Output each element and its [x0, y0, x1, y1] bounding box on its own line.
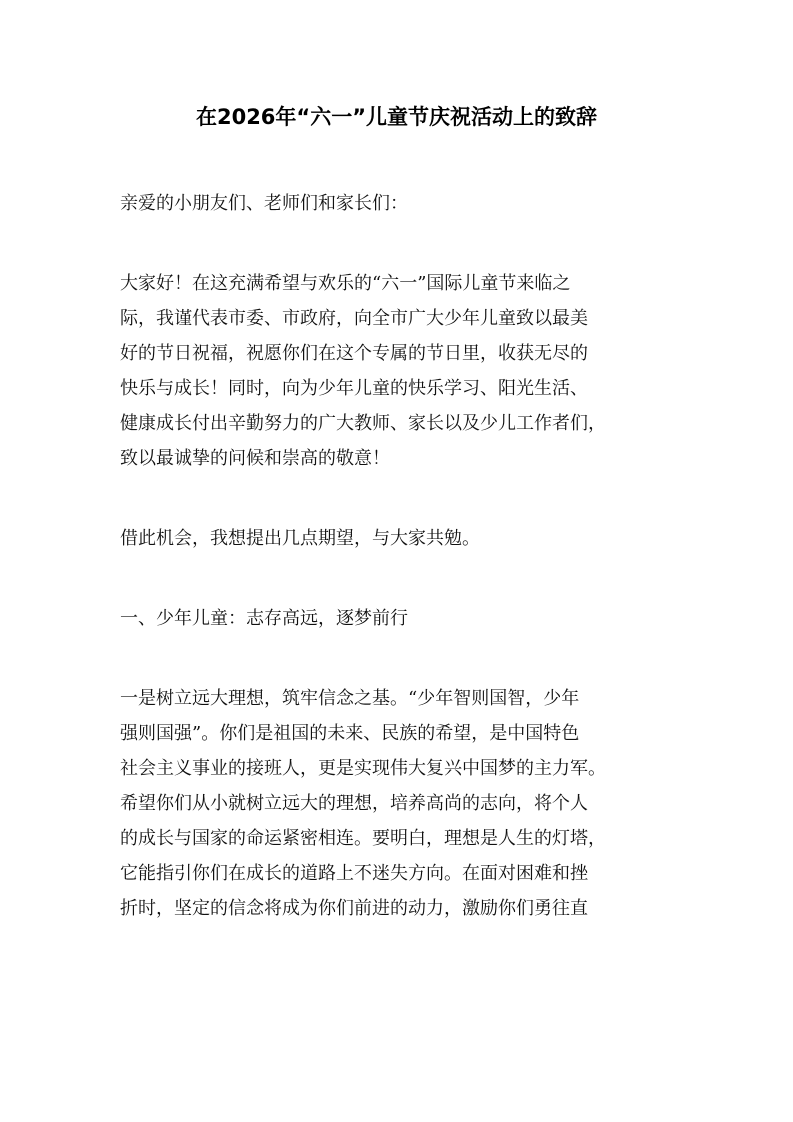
document-title: 在2026年“六一”儿童节庆祝活动上的致辞	[195, 105, 598, 129]
salutation	[120, 186, 680, 221]
paragraph-expectations-intro	[120, 521, 680, 556]
section-heading-text: 一、少年儿童：志存高远，逐梦前行	[120, 608, 408, 629]
paragraph-spacer	[120, 556, 680, 601]
text-line: 它能指引你们在成长的道路上不迷失方向。在面对困难和挫	[120, 863, 588, 884]
paragraph-spacer	[120, 636, 680, 681]
text-line: 社会主义事业的接班人，更是实现伟大复兴中国梦的主力军。	[120, 758, 606, 779]
text-line: 借此机会，我想提出几点期望，与大家共勉。	[120, 528, 480, 549]
text-line: 一是树立远大理想，筑牢信念之基。“少年智则国智，少年	[120, 688, 580, 709]
text-line: 际，我谨代表市委、市政府，向全市广大少年儿童致以最美	[120, 308, 588, 329]
section-heading	[120, 601, 680, 636]
paragraph-ideals	[120, 681, 680, 926]
text-line: 快乐与成长！同时，向为少年儿童的快乐学习、阳光生活、	[120, 378, 588, 399]
document-body	[120, 186, 680, 926]
paragraph-greeting	[120, 266, 680, 476]
text-line: 好的节日祝福，祝愿你们在这个专属的节日里，收获无尽的	[120, 343, 588, 364]
paragraph-spacer	[120, 221, 680, 266]
text-line: 希望你们从小就树立远大的理想，培养高尚的志向，将个人	[120, 793, 588, 814]
text-line: 致以最诚挚的问候和崇高的敬意！	[120, 448, 390, 469]
text-line: 健康成长付出辛勤努力的广大教师、家长以及少儿工作者们，	[120, 413, 606, 434]
salutation-line: 亲爱的小朋友们、老师们和家长们：	[120, 193, 408, 214]
text-line: 折时，坚定的信念将成为你们前进的动力，激励你们勇往直	[120, 898, 588, 919]
text-line: 大家好！在这充满希望与欢乐的“六一”国际儿童节来临之	[120, 273, 571, 294]
text-line: 的成长与国家的命运紧密相连。要明白，理想是人生的灯塔，	[120, 828, 606, 849]
text-line: 强则国强”。你们是祖国的未来、民族的希望，是中国特色	[120, 723, 580, 744]
paragraph-spacer	[120, 476, 680, 521]
